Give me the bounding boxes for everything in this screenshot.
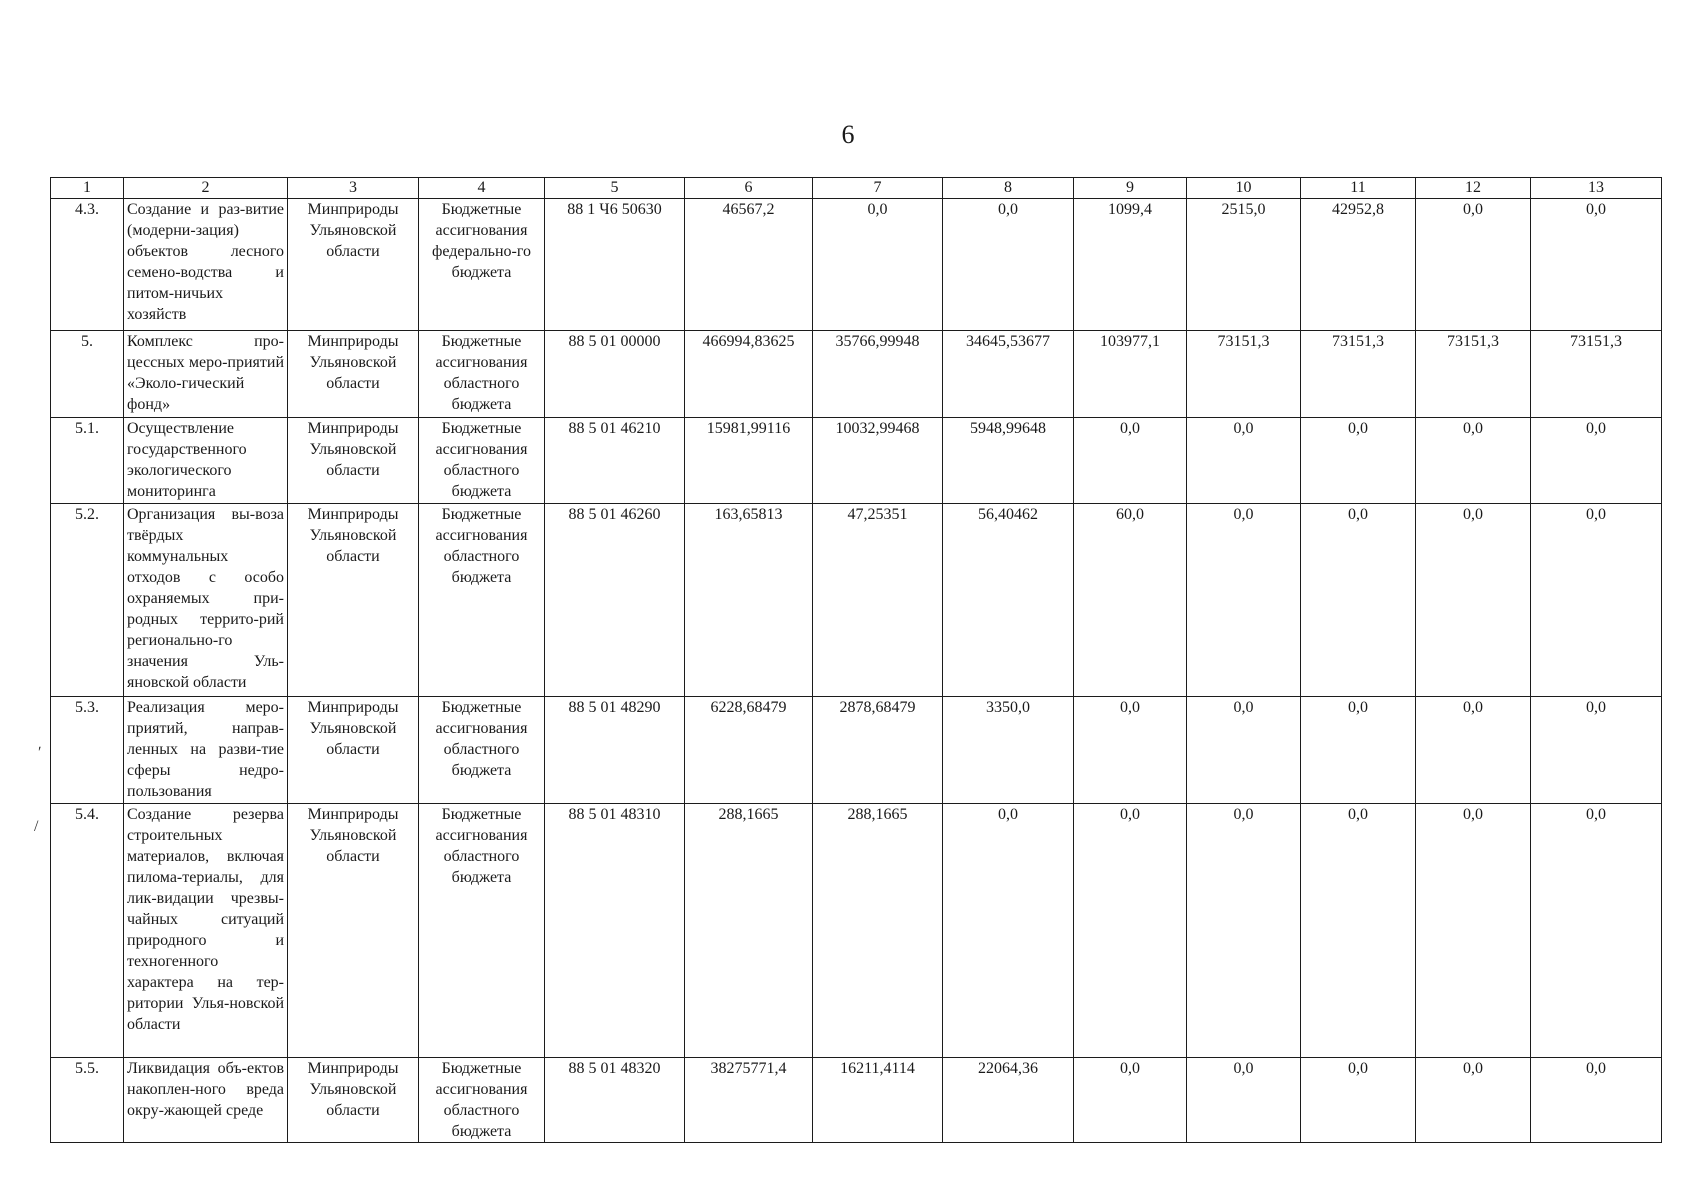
column-header: 4 xyxy=(419,178,545,199)
row-name: Осуществление государственного экологического мониторинга xyxy=(124,418,288,504)
row-budget-code: 88 5 01 46260 xyxy=(545,504,685,697)
row-name: Реализация меро-приятий, направ-ленных на разви-тие сферы недро-пользования xyxy=(124,697,288,804)
table-row xyxy=(51,804,1662,1058)
row-number: 5.5. xyxy=(51,1058,124,1143)
row-name: Ликвидация объ-ектов накоплен-ного вреда окру-жающей среде xyxy=(124,1058,288,1143)
row-funding-source: Бюджетные ассигнования областного бюджета xyxy=(419,331,545,418)
column-header: 8 xyxy=(943,178,1074,199)
row-executor: Минприроды Ульяновской области xyxy=(288,504,419,697)
row-value-col-6: 466994,83625 xyxy=(685,331,813,418)
row-budget-code: 88 1 Ч6 50630 xyxy=(545,199,685,331)
row-value-col-13: 73151,3 xyxy=(1531,331,1662,418)
row-funding-source: Бюджетные ассигнования областного бюджета xyxy=(419,804,545,1058)
row-value-col-10: 0,0 xyxy=(1187,504,1301,697)
scan-mark: / xyxy=(34,818,39,835)
row-number: 4.3. xyxy=(51,199,124,331)
row-funding-source: Бюджетные ассигнования областного бюджета xyxy=(419,1058,545,1143)
row-executor: Минприроды Ульяновской области xyxy=(288,1058,419,1143)
row-value-col-12: 0,0 xyxy=(1416,199,1531,331)
column-header: 10 xyxy=(1187,178,1301,199)
row-value-col-13: 0,0 xyxy=(1531,504,1662,697)
row-value-col-10: 2515,0 xyxy=(1187,199,1301,331)
row-value-col-9: 0,0 xyxy=(1074,418,1187,504)
row-funding-source: Бюджетные ассигнования областного бюджета xyxy=(419,697,545,804)
row-value-col-11: 0,0 xyxy=(1301,697,1416,804)
row-value-col-8: 0,0 xyxy=(943,804,1074,1058)
row-value-col-12: 0,0 xyxy=(1416,1058,1531,1143)
row-executor: Минприроды Ульяновской области xyxy=(288,697,419,804)
row-budget-code: 88 5 01 00000 xyxy=(545,331,685,418)
row-budget-code: 88 5 01 48310 xyxy=(545,804,685,1058)
row-value-col-13: 0,0 xyxy=(1531,418,1662,504)
row-value-col-10: 73151,3 xyxy=(1187,331,1301,418)
table-row xyxy=(51,504,1662,697)
row-value-col-8: 56,40462 xyxy=(943,504,1074,697)
row-value-col-7: 35766,99948 xyxy=(813,331,943,418)
column-header: 9 xyxy=(1074,178,1187,199)
row-budget-code: 88 5 01 46210 xyxy=(545,418,685,504)
row-value-col-12: 0,0 xyxy=(1416,504,1531,697)
row-value-col-9: 1099,4 xyxy=(1074,199,1187,331)
row-value-col-11: 42952,8 xyxy=(1301,199,1416,331)
table-row xyxy=(51,697,1662,804)
row-value-col-11: 73151,3 xyxy=(1301,331,1416,418)
row-executor: Минприроды Ульяновской области xyxy=(288,418,419,504)
column-header: 13 xyxy=(1531,178,1662,199)
row-number: 5. xyxy=(51,331,124,418)
row-name: Создание и раз-витие (модерни-зация) объектов лесного семено-водства и питом-ничьих хозяйств xyxy=(124,199,288,331)
column-header: 1 xyxy=(51,178,124,199)
row-value-col-6: 38275771,4 xyxy=(685,1058,813,1143)
row-value-col-7: 47,25351 xyxy=(813,504,943,697)
row-value-col-8: 3350,0 xyxy=(943,697,1074,804)
row-executor: Минприроды Ульяновской области xyxy=(288,199,419,331)
row-value-col-11: 0,0 xyxy=(1301,804,1416,1058)
row-funding-source: Бюджетные ассигнования областного бюджета xyxy=(419,418,545,504)
row-value-col-8: 34645,53677 xyxy=(943,331,1074,418)
row-value-col-10: 0,0 xyxy=(1187,1058,1301,1143)
row-value-col-9: 0,0 xyxy=(1074,804,1187,1058)
column-header: 11 xyxy=(1301,178,1416,199)
header-row xyxy=(51,178,1662,199)
row-executor: Минприроды Ульяновской области xyxy=(288,331,419,418)
row-number: 5.3. xyxy=(51,697,124,804)
row-budget-code: 88 5 01 48320 xyxy=(545,1058,685,1143)
table-row xyxy=(51,331,1662,418)
row-value-col-13: 0,0 xyxy=(1531,199,1662,331)
table-row xyxy=(51,1058,1662,1143)
row-value-col-8: 5948,99648 xyxy=(943,418,1074,504)
row-executor: Минприроды Ульяновской области xyxy=(288,804,419,1058)
row-name: Организация вы-воза твёрдых коммунальных отходов с особо охраняемых при-родных террито-рий регионально-го значения Уль-яновской области xyxy=(124,504,288,697)
row-value-col-13: 0,0 xyxy=(1531,697,1662,804)
row-value-col-7: 10032,99468 xyxy=(813,418,943,504)
scan-mark: ʹ xyxy=(38,744,42,761)
page-number: 6 xyxy=(841,120,855,149)
row-value-col-8: 22064,36 xyxy=(943,1058,1074,1143)
row-value-col-13: 0,0 xyxy=(1531,1058,1662,1143)
row-value-col-12: 0,0 xyxy=(1416,418,1531,504)
row-value-col-9: 60,0 xyxy=(1074,504,1187,697)
row-budget-code: 88 5 01 48290 xyxy=(545,697,685,804)
column-header: 12 xyxy=(1416,178,1531,199)
row-value-col-10: 0,0 xyxy=(1187,804,1301,1058)
row-value-col-11: 0,0 xyxy=(1301,418,1416,504)
row-value-col-11: 0,0 xyxy=(1301,504,1416,697)
row-value-col-9: 103977,1 xyxy=(1074,331,1187,418)
row-value-col-6: 46567,2 xyxy=(685,199,813,331)
row-value-col-9: 0,0 xyxy=(1074,1058,1187,1143)
column-header: 6 xyxy=(685,178,813,199)
row-value-col-7: 2878,68479 xyxy=(813,697,943,804)
column-header: 7 xyxy=(813,178,943,199)
table-row xyxy=(51,418,1662,504)
table-body xyxy=(51,199,1662,1143)
row-value-col-12: 0,0 xyxy=(1416,804,1531,1058)
row-name: Создание резерва строительных материалов, включая пилома-териалы, для лик-видации чрезвы-чайных ситуаций природного и техногенного характера на тер-ритории Улья-новской области xyxy=(124,804,288,1058)
row-value-col-7: 0,0 xyxy=(813,199,943,331)
row-value-col-12: 0,0 xyxy=(1416,697,1531,804)
row-funding-source: Бюджетные ассигнования областного бюджета xyxy=(419,504,545,697)
column-header: 3 xyxy=(288,178,419,199)
row-value-col-13: 0,0 xyxy=(1531,804,1662,1058)
row-number: 5.1. xyxy=(51,418,124,504)
row-value-col-10: 0,0 xyxy=(1187,697,1301,804)
budget-table xyxy=(50,177,1662,1143)
row-value-col-9: 0,0 xyxy=(1074,697,1187,804)
row-value-col-6: 288,1665 xyxy=(685,804,813,1058)
row-value-col-7: 16211,4114 xyxy=(813,1058,943,1143)
row-funding-source: Бюджетные ассигнования федерально-го бюджета xyxy=(419,199,545,331)
row-value-col-6: 6228,68479 xyxy=(685,697,813,804)
row-number: 5.2. xyxy=(51,504,124,697)
row-name: Комплекс про-цессных меро-приятий «Эколо-гический фонд» xyxy=(124,331,288,418)
row-value-col-6: 163,65813 xyxy=(685,504,813,697)
row-value-col-6: 15981,99116 xyxy=(685,418,813,504)
column-header: 2 xyxy=(124,178,288,199)
row-value-col-8: 0,0 xyxy=(943,199,1074,331)
row-value-col-7: 288,1665 xyxy=(813,804,943,1058)
column-header: 5 xyxy=(545,178,685,199)
row-value-col-12: 73151,3 xyxy=(1416,331,1531,418)
row-value-col-11: 0,0 xyxy=(1301,1058,1416,1143)
row-value-col-10: 0,0 xyxy=(1187,418,1301,504)
table-row xyxy=(51,199,1662,331)
row-number: 5.4. xyxy=(51,804,124,1058)
